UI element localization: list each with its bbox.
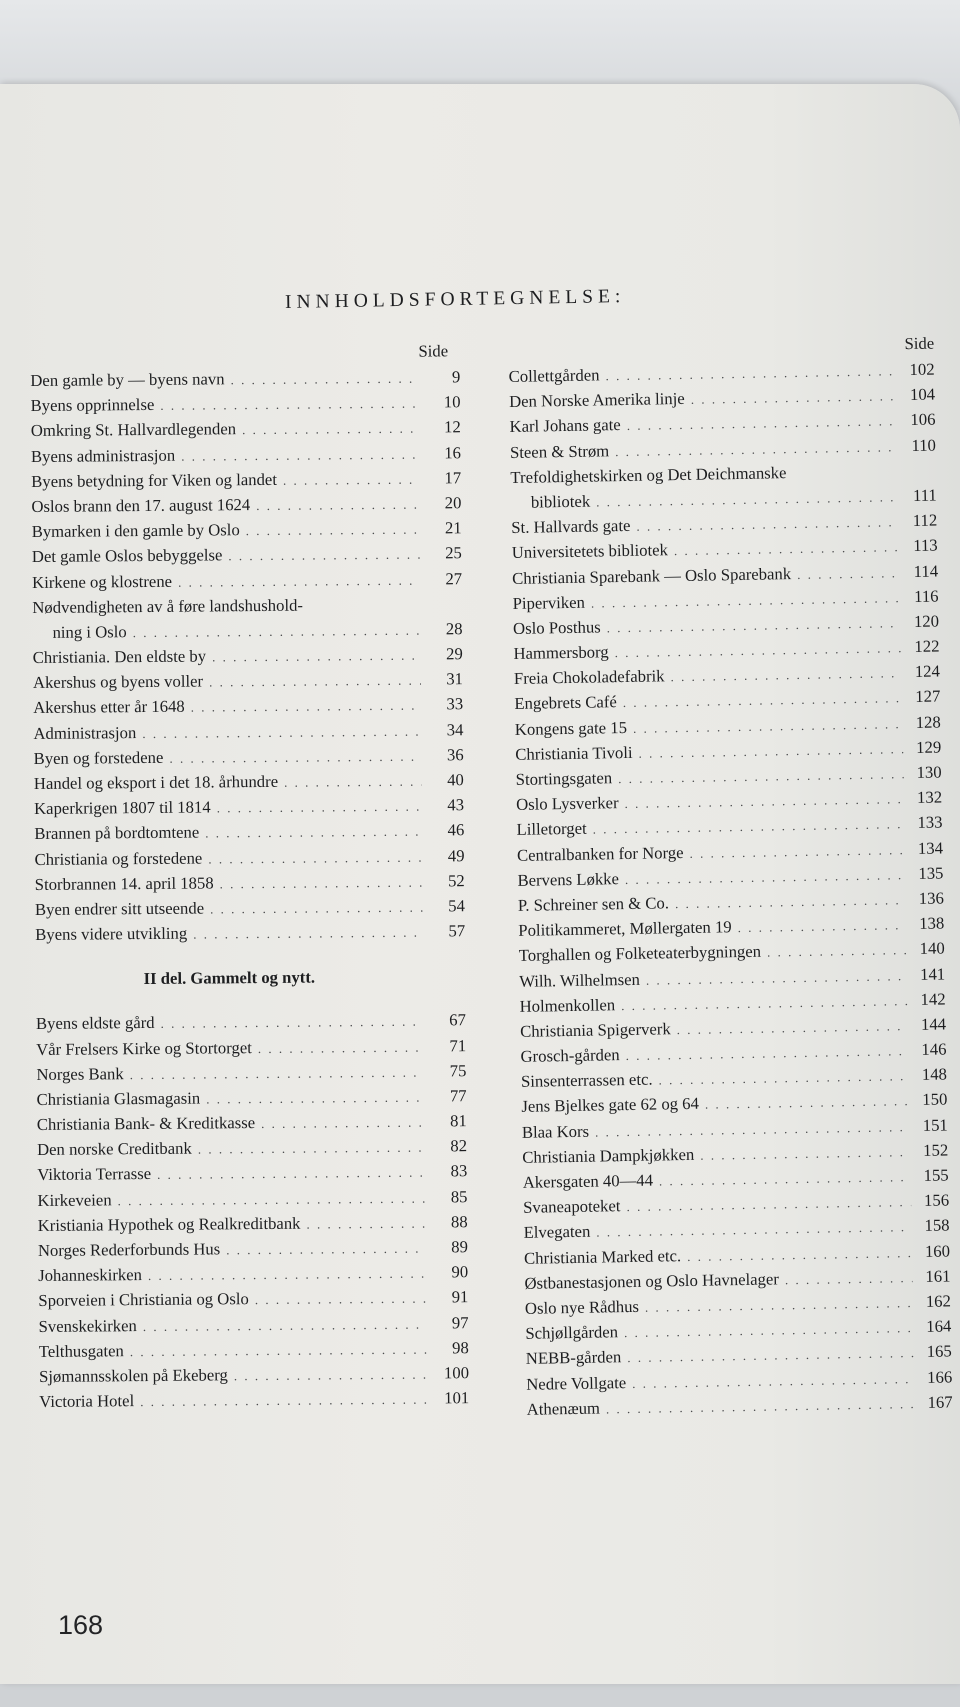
dot-leader [148, 1261, 426, 1289]
dot-leader [246, 517, 420, 544]
book-page [0, 84, 960, 1684]
toc-entry-title: Centralbanken for Norge [516, 842, 684, 865]
toc-entry [38, 1234, 468, 1263]
toc-entry-title: Jens Bjelkes gate 62 og 64 [521, 1094, 700, 1117]
toc-entry-page: 102 [909, 359, 935, 379]
toc-entry [39, 1335, 469, 1364]
toc-entry-title: Christiania Spigerverk [519, 1019, 671, 1041]
dot-leader [284, 769, 422, 795]
dot-leader [258, 1034, 425, 1061]
toc-entry-page: 27 [445, 568, 463, 588]
toc-right-list [508, 357, 952, 1422]
toc-entry-title: Christiania Dampkjøkken [522, 1144, 695, 1167]
dot-leader [687, 1240, 912, 1269]
toc-entry-page: 122 [914, 636, 940, 657]
toc-entry-title: Oslos brann den 17. august 1624 [31, 495, 251, 516]
toc-entry-page: 34 [446, 719, 464, 740]
toc-left-column [30, 338, 469, 1414]
toc-entry-page: 164 [926, 1316, 952, 1336]
toc-entry-page: 142 [920, 989, 946, 1009]
toc-entry [31, 440, 461, 469]
toc-entry-title: Christiania Sparebank — Oslo Sparebank [512, 563, 792, 588]
dot-leader [178, 567, 420, 594]
toc-entry-page: 40 [447, 770, 464, 790]
toc-entry-page: 165 [926, 1341, 952, 1362]
toc-entry-page: 89 [451, 1237, 468, 1257]
toc-entry-title: Grosch-gården [520, 1045, 620, 1066]
toc-entry [37, 1184, 467, 1213]
toc-entry [39, 1385, 469, 1414]
toc-entry-title: Bymarken i den gamle by Oslo [31, 520, 240, 542]
dot-leader [705, 1089, 910, 1118]
toc-entry-page: 129 [916, 737, 942, 757]
dot-leader [797, 560, 900, 587]
toc-entry-page: 113 [913, 535, 938, 556]
toc-entry-page: 77 [449, 1086, 467, 1106]
dot-leader [191, 693, 422, 720]
toc-entry-title: Brannen på bordtomtene [34, 822, 200, 844]
toc-entry [32, 616, 462, 645]
toc-entry-page: 82 [450, 1136, 468, 1156]
toc-entry [37, 1083, 467, 1112]
toc-entry-page: 101 [444, 1388, 470, 1408]
toc-entry [38, 1259, 468, 1288]
toc-entry-title: Telthusgaten [38, 1340, 124, 1361]
toc-entry-page: 138 [919, 913, 945, 934]
toc-entry-title: Lilletorget [516, 819, 587, 840]
toc-entry-title: Stortingsgaten [515, 768, 613, 789]
toc-entry-page: 110 [911, 435, 937, 455]
toc-entry-title: Sinsenterrassen etc. [520, 1069, 653, 1092]
dot-leader [306, 1210, 425, 1236]
toc-entry [32, 566, 462, 595]
toc-entry-title: Christiania Marked etc. [523, 1245, 682, 1268]
toc-entry-title: Administrasjon [33, 722, 137, 743]
toc-entry-title: Kongens gate 15 [514, 717, 628, 739]
toc-entry [39, 1360, 469, 1389]
toc-entry-title: Freia Chokoladefabrik [513, 666, 665, 689]
toc-entry-page: 116 [913, 586, 939, 606]
toc-entry-page: 106 [910, 409, 936, 430]
toc-entry-title: Johanneskirken [38, 1265, 143, 1286]
dot-leader [143, 1311, 427, 1339]
dot-leader [230, 366, 418, 393]
toc-entry-page: 152 [923, 1140, 949, 1160]
dot-leader [140, 1387, 427, 1415]
toc-entry-title: Norges Bank [36, 1063, 124, 1084]
dot-leader [118, 1185, 426, 1213]
toc-entry-page: 81 [450, 1111, 467, 1131]
toc-entry-page: 9 [451, 367, 461, 387]
toc-right-column [508, 331, 953, 1422]
toc-entry-title: ning i Oslo [52, 622, 127, 642]
toc-entry-title: Christiania Glasmagasin [36, 1088, 201, 1109]
toc-entry-page: 134 [917, 838, 944, 858]
toc-entry-page: 133 [917, 812, 943, 833]
toc-entry-title: Kirkene og klostrene [32, 571, 173, 592]
toc-entry [38, 1310, 468, 1339]
toc-entry-page: 128 [915, 712, 941, 732]
toc-entry-page: 104 [909, 384, 936, 405]
dot-leader [674, 535, 900, 564]
dot-leader [142, 718, 421, 746]
toc-entry-page: 10 [443, 392, 461, 412]
toc-entry [37, 1159, 467, 1188]
toc-entry-page: 88 [450, 1212, 468, 1232]
toc-entry-page: 100 [443, 1363, 470, 1383]
toc-entry-title: Athenæum [526, 1398, 601, 1419]
dot-leader [226, 1236, 426, 1263]
toc-entry-title: Sjømannsskolen på Ekeberg [38, 1365, 228, 1386]
toc-entry-page: 148 [921, 1064, 948, 1085]
toc-entry-title: Byens administrasjon [30, 445, 176, 466]
dot-leader [130, 1059, 425, 1087]
toc-entry-title: Oslo Posthus [512, 617, 601, 638]
dot-leader [220, 869, 423, 896]
toc-entry-page: 135 [918, 863, 944, 883]
toc-entry [33, 717, 463, 746]
toc-entry [34, 818, 464, 847]
toc-entry-page: 120 [913, 611, 940, 631]
toc-entry-title: Christiania og forstedene [34, 848, 203, 869]
toc-entry-page: 71 [449, 1035, 467, 1055]
toc-entry-page: 130 [916, 762, 942, 782]
toc-entry-page: 43 [447, 795, 465, 815]
dot-leader [256, 492, 419, 519]
toc-entry-page: 124 [914, 661, 941, 682]
toc-entry [31, 415, 461, 444]
toc-entry-title: Kristiania Hypothek og Realkreditbank [37, 1213, 301, 1235]
toc-entry-title: Byen og forstedene [33, 747, 164, 768]
toc-entry-page: 150 [922, 1089, 948, 1110]
toc-entry-title: Sporveien i Christiania og Oslo [38, 1289, 249, 1311]
toc-entry-title: Nedre Vollgate [526, 1372, 627, 1394]
toc-entry [34, 742, 464, 771]
dot-leader [283, 466, 419, 492]
toc-entry-title: Blaa Kors [521, 1121, 590, 1142]
dot-leader [157, 1160, 425, 1188]
toc-entry [31, 490, 461, 519]
toc-entry-page: 162 [925, 1291, 952, 1311]
dot-leader [689, 837, 905, 866]
toc-entry-title: Bervens Løkke [517, 868, 620, 890]
dot-leader [767, 937, 907, 965]
dot-leader [193, 920, 423, 947]
toc-entry [35, 868, 465, 897]
toc-entry-title: Wilh. Wilhelmsen [519, 969, 641, 991]
toc-entry [34, 843, 464, 872]
side-label-right: Side [904, 333, 935, 354]
toc-entry [34, 767, 464, 796]
dot-leader [160, 1009, 424, 1037]
toc-entry-title: Svenskekirken [38, 1315, 137, 1336]
toc-entry-page: 114 [913, 561, 939, 581]
toc-entry-page: 29 [445, 644, 463, 664]
toc-entry-title-line: Trefoldighetskirken og Det Deichmanske [510, 462, 787, 487]
toc-entry [36, 1008, 466, 1037]
page-number: 168 [58, 1610, 104, 1640]
dot-leader [737, 912, 906, 940]
toc-entry [30, 389, 460, 418]
toc-entry-title: Det gamle Oslos bebyggelse [31, 545, 223, 567]
toc-entry-title: bibliotek [530, 491, 591, 512]
toc-entry-title: Omkring St. Hallvardlegenden [30, 419, 237, 441]
toc-entry-title: Holmenkollen [519, 994, 616, 1016]
toc-entry-page: 85 [450, 1186, 468, 1206]
toc-entry-title: Byens eldste gård [35, 1013, 155, 1034]
toc-entry-page: 167 [927, 1392, 953, 1412]
toc-entry-title: Viktoria Terrasse [37, 1164, 152, 1185]
toc-entry-page: 144 [920, 1014, 947, 1034]
toc-entry-page: 136 [918, 888, 945, 908]
dot-leader [261, 1110, 425, 1137]
dot-leader [181, 441, 419, 468]
dot-leader [242, 416, 419, 443]
toc-entry [35, 893, 465, 922]
toc-entry-title: Den Norske Amerika linje [508, 389, 685, 412]
dot-leader [206, 1084, 425, 1111]
toc-entry-title: Oslo nye Rådhus [524, 1296, 640, 1318]
toc-entry-title: Karl Johans gate [509, 415, 621, 437]
toc-entry-title: Svaneapoteket [523, 1196, 621, 1218]
dot-leader [234, 1362, 427, 1389]
toc-entry [36, 1033, 466, 1062]
section-heading-part2: II del. Gammelt og nytt. [143, 967, 316, 989]
toc-entry-title: Universitetets bibliotek [511, 540, 669, 563]
toc-entry-page: 54 [448, 896, 466, 916]
toc-entry-title: NEBB-gården [525, 1347, 622, 1369]
toc-entry-title: Torghallen og Folketeaterbygningen [518, 941, 762, 966]
dot-leader [133, 617, 421, 645]
toc-entry-page: 46 [447, 820, 465, 840]
dot-leader [130, 1336, 427, 1364]
toc-entry-page: 155 [923, 1165, 949, 1185]
toc-entry-page: 33 [446, 694, 464, 714]
toc-entry-page: 17 [444, 467, 462, 488]
dot-leader [606, 1391, 915, 1422]
dot-leader [210, 895, 423, 922]
toc-entry [33, 666, 463, 695]
toc-entry-title: Handel og eksport i det 18. århundre [33, 771, 279, 793]
toc-entry [30, 364, 460, 393]
dot-leader [169, 743, 421, 770]
toc-entry-page: 111 [912, 485, 937, 505]
dot-leader [217, 794, 423, 821]
toc-entry-page: 112 [912, 510, 938, 531]
dot-leader [700, 1139, 910, 1168]
toc-entry-title: Kirkeveien [37, 1189, 112, 1210]
dot-leader [228, 542, 420, 569]
toc-entry-page: 90 [451, 1262, 469, 1282]
dot-leader [255, 1286, 427, 1313]
toc-entry-title: Christiania Bank- & Kreditkasse [36, 1113, 256, 1135]
toc-entry-page: 146 [921, 1039, 947, 1059]
toc-entry-title: Byens betydning for Viken og landet [31, 469, 278, 491]
dot-leader [205, 819, 422, 846]
toc-entry [33, 692, 463, 721]
dot-leader [160, 391, 418, 418]
toc-entry-page: 28 [445, 619, 463, 639]
toc-entry [35, 918, 465, 947]
toc-entry-page: 20 [444, 493, 462, 513]
dot-leader [691, 383, 898, 412]
toc-entry-title: Akershus etter år 1648 [33, 697, 185, 718]
toc-entry-page: 31 [446, 669, 464, 689]
toc-entry-title: Den gamle by — byens navn [30, 369, 225, 390]
toc-entry-page: 151 [922, 1115, 948, 1135]
toc-entry [33, 641, 463, 670]
toc-entry-page: 161 [925, 1266, 951, 1286]
dot-leader [198, 1135, 425, 1162]
toc-entry-title: Byen endrer sitt utseende [34, 898, 205, 919]
toc-entry-title: Engebrets Café [514, 692, 617, 714]
toc-entry [37, 1133, 467, 1162]
toc-entry-page: 12 [443, 417, 461, 437]
toc-entry-page: 16 [444, 442, 462, 462]
toc-entry-page: 166 [926, 1366, 953, 1387]
toc-entry [38, 1285, 468, 1314]
toc-entry [31, 465, 461, 494]
toc-entry-title: Schjøllgården [525, 1322, 619, 1343]
toc-entry-title: Byens opprinnelse [30, 395, 155, 416]
toc-entry-page: 132 [916, 787, 943, 808]
toc-entry-title: Politikammeret, Møllergaten 19 [518, 917, 732, 941]
toc-entry-page: 158 [924, 1215, 950, 1236]
toc-entry-title-line: Nødvendigheten av å føre landshushold- [32, 595, 304, 617]
toc-entry-page: 52 [447, 870, 465, 891]
toc-entry-page: 127 [915, 686, 941, 707]
toc-entry [36, 1058, 466, 1087]
toc-part2-list [36, 1008, 470, 1415]
toc-entry-page: 36 [446, 745, 464, 765]
side-label-left: Side [418, 341, 449, 361]
toc-entry-page: 49 [447, 845, 465, 865]
dot-leader [212, 643, 421, 670]
toc-entry-title: Akershus og byens voller [32, 671, 204, 693]
toc-entry-title: P. Schreiner sen & Co. [517, 893, 670, 915]
toc-entry-title: Hammersborg [513, 642, 609, 664]
dot-leader [785, 1265, 913, 1292]
toc-entry-title: Norges Rederforbunds Hus [37, 1239, 221, 1260]
dot-leader [209, 668, 421, 695]
toc-entry-page: 83 [450, 1161, 468, 1181]
toc-entry-title: Den norske Creditbank [36, 1138, 192, 1160]
toc-entry-page: 97 [451, 1312, 469, 1332]
toc-entry-title: Steen & Strøm [509, 440, 610, 462]
toc-entry [34, 792, 464, 821]
toc-entry-title: St. Hallvards gate [511, 516, 631, 538]
toc-entry [32, 515, 462, 544]
toc-entry-title: Storbrannen 14. april 1858 [34, 873, 214, 894]
toc-entry-title: Kaperkrigen 1807 til 1814 [33, 797, 211, 819]
toc-entry-page: 91 [451, 1287, 469, 1307]
toc-entry-page: 141 [919, 963, 946, 984]
toc-entry-page: 67 [449, 1010, 467, 1030]
toc-entry-title: Oslo Lysverker [515, 793, 619, 815]
toc-entry-title: Christiania. Den eldste by [32, 646, 207, 668]
toc-entry-page: 160 [924, 1240, 951, 1261]
toc-entry-page: 25 [445, 543, 462, 563]
toc-entry-title: Byens videre utvikling [35, 923, 188, 945]
toc-part1-list [30, 364, 465, 947]
toc-entry [32, 541, 462, 570]
dot-leader [208, 844, 422, 871]
toc-entry-page: 75 [449, 1060, 467, 1081]
toc-entry-title: Piperviken [512, 592, 586, 613]
toc-entry-title: Christiania Tivoli [515, 742, 633, 764]
toc-entry [38, 1209, 468, 1238]
page-heading: INNHOLDSFORTEGNELSE: [284, 286, 626, 313]
toc-entry-title: Østbanestasjonen og Oslo Havnelager [524, 1269, 780, 1293]
toc-entry-page: 21 [444, 518, 462, 538]
toc-entry-title: Akersgaten 40—44 [522, 1170, 654, 1192]
toc-entry-title: Victoria Hotel [39, 1391, 135, 1412]
toc-entry-page: 156 [923, 1190, 950, 1211]
toc-entry-title: Elvegaten [523, 1222, 591, 1243]
toc-entry-page: 57 [448, 921, 466, 941]
toc-entry-page: 98 [452, 1337, 469, 1358]
toc-entry [37, 1108, 467, 1137]
toc-entry-title: Vår Frelsers Kirke og Stortorget [36, 1037, 252, 1059]
dot-leader [615, 434, 898, 464]
toc-entry-page: 140 [919, 938, 945, 959]
toc-entry-title: Collettgården [508, 365, 600, 386]
